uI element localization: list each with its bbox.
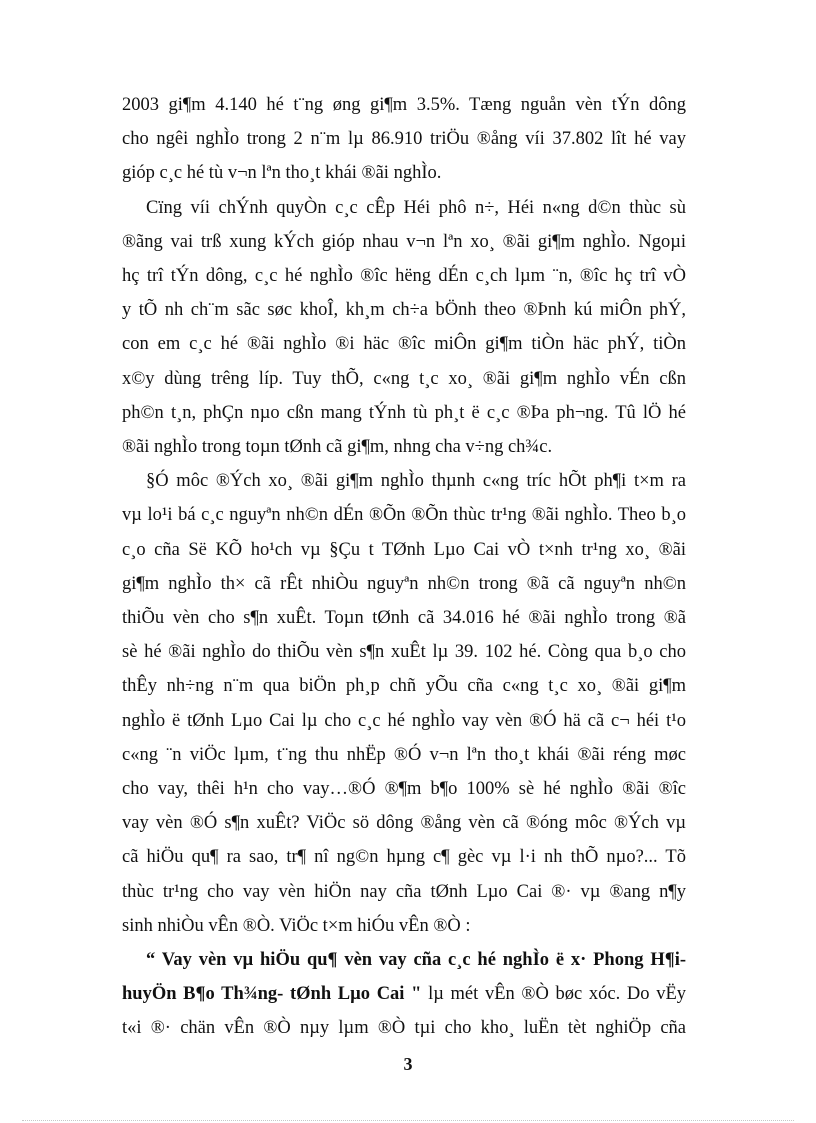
- text-line: sè hé ®ãi nghÌo do thiÕu vèn s¶n xuÊt lµ 39. 102 hé. Còng qua b¸o cho: [122, 642, 686, 663]
- text-line: con em c¸c hé ®ãi nghÌo ®i häc ®îc miÔn gi¶m tiÒn häc phÝ, tiÒn: [122, 334, 686, 355]
- page-number: 3: [403, 1054, 413, 1074]
- text-line: thÊy nh÷ng n¨m qua biÖn ph¸p chñ yÕu cña c«ng t¸c xo¸ ®ãi gi¶m: [122, 676, 686, 697]
- text-line: x©y dùng trêng líp. Tuy thÕ, c«ng t¸c xo¸ ®ãi gi¶m nghÌo vÉn cßn: [122, 368, 686, 389]
- text-line: cho vay, thêi h¹n cho vay…®Ó ®¶m b¶o 100% sè hé nghÌo ®ãi ®îc: [122, 779, 686, 800]
- text-line: c¸o cña Së KÕ ho¹ch vµ §Çu t TØnh Lµo Cai vÒ t×nh tr¹ng xo¸ ®ãi: [122, 539, 686, 560]
- text-line: nghÌo ë tØnh Lµo Cai lµ cho c¸c hé nghÌo vay vèn ®Ó hä cã c¬ héi t¹o: [122, 710, 686, 731]
- thesis-title-rest: lµ mét vÊn ®Ò bøc xóc. Do vËy: [421, 984, 686, 1005]
- text-line: cã hiÖu qu¶ ra sao, tr¶ nî ng©n hµng c¶ gèc vµ l·i nh thÕ nµo?... Tõ: [122, 847, 686, 868]
- thesis-title-line: [122, 977, 686, 1011]
- text-line: gi¶m nghÌo th× cã rÊt nhiÒu nguyªn nh©n trong ®ã cã nguyªn nh©n: [122, 573, 686, 594]
- paragraph-start-line: Cïng víi chÝnh quyÒn c¸c cÊp Héi phô n÷, Héi n«ng d©n thùc sù: [146, 197, 686, 218]
- text-line: c«ng ¨n viÖc lµm, t¨ng thu nhËp ®Ó v¬n lªn tho¸t khái ®ãi réng møc: [122, 744, 686, 765]
- text-line: thiÕu vèn cho s¶n xuÊt. Toµn tØnh cã 34.016 hé ®ãi nghÌo trong ®ã: [122, 608, 686, 629]
- text-line: ®ãi nghÌo trong toµn tØnh cã gi¶m, nhng cha v÷ng ch¾c.: [122, 437, 553, 458]
- text-line: y tÕ nh ch¨m sãc søc khoÎ, kh¸m ch÷a bÖnh theo ®Þnh kú miÔn phÝ,: [122, 300, 686, 321]
- text-line: hç trî tÝn dông, c¸c hé nghÌo ®îc hëng dÉn c¸ch lµm ¨n, ®îc hç trî vÒ: [122, 266, 686, 287]
- footer-divider: [22, 1120, 794, 1121]
- text-line: t«i ®· chän vÊn ®Ò nµy lµm ®Ò tµi cho kho¸ luËn tèt nghiÖp cña: [122, 1018, 686, 1039]
- text-line: ®ãng vai trß xung kÝch gióp nhau v¬n lªn xo¸ ®ãi gi¶m nghÌo. Ngoµi: [122, 231, 686, 252]
- text-line: vµ lo¹i bá c¸c nguyªn nh©n dÉn ®Õn ®Õn thùc tr¹ng ®ãi nghÌo. Theo b¸o: [122, 505, 686, 526]
- text-line: thùc tr¹ng cho vay vèn hiÖn nay cña tØnh Lµo Cai ®· vµ ®ang n¶y: [122, 881, 686, 902]
- text-line: sinh nhiÒu vÊn ®Ò. ViÖc t×m hiÓu vÊn ®Ò :: [122, 915, 471, 936]
- paragraph-start-line: §Ó môc ®Ých xo¸ ®ãi gi¶m nghÌo thµnh c«ng tríc hÕt ph¶i t×m ra: [146, 471, 686, 492]
- text-line: cho ngêi nghÌo trong 2 n¨m lµ 86.910 triÖu ®ång víi 37.802 lît hé vay: [122, 129, 686, 150]
- body-text: [122, 88, 686, 1046]
- thesis-title-line: “ Vay vèn vµ hiÖu qu¶ vèn vay cña c¸c hé nghÌo ë x· Phong H¶i-: [146, 950, 686, 971]
- text-line: ph©n t¸n, phÇn nµo cßn mang tÝnh tù ph¸t ë c¸c ®Þa ph¬ng. Tû lÖ hé: [122, 402, 686, 423]
- thesis-title-bold: huyÖn B¶o Th¾ng- tØnh Lµo Cai ": [122, 984, 422, 1005]
- text-line: vay vèn ®Ó s¶n xuÊt? ViÖc sö dông ®ång vèn cã ®óng môc ®Ých vµ: [122, 813, 686, 834]
- text-line: gióp c¸c hé tù v¬n lªn tho¸t khái ®ãi nghÌo.: [122, 163, 442, 184]
- text-line: 2003 gi¶m 4.140 hé t¨ng øng gi¶m 3.5%. Tæng nguån vèn tÝn dông: [122, 95, 686, 115]
